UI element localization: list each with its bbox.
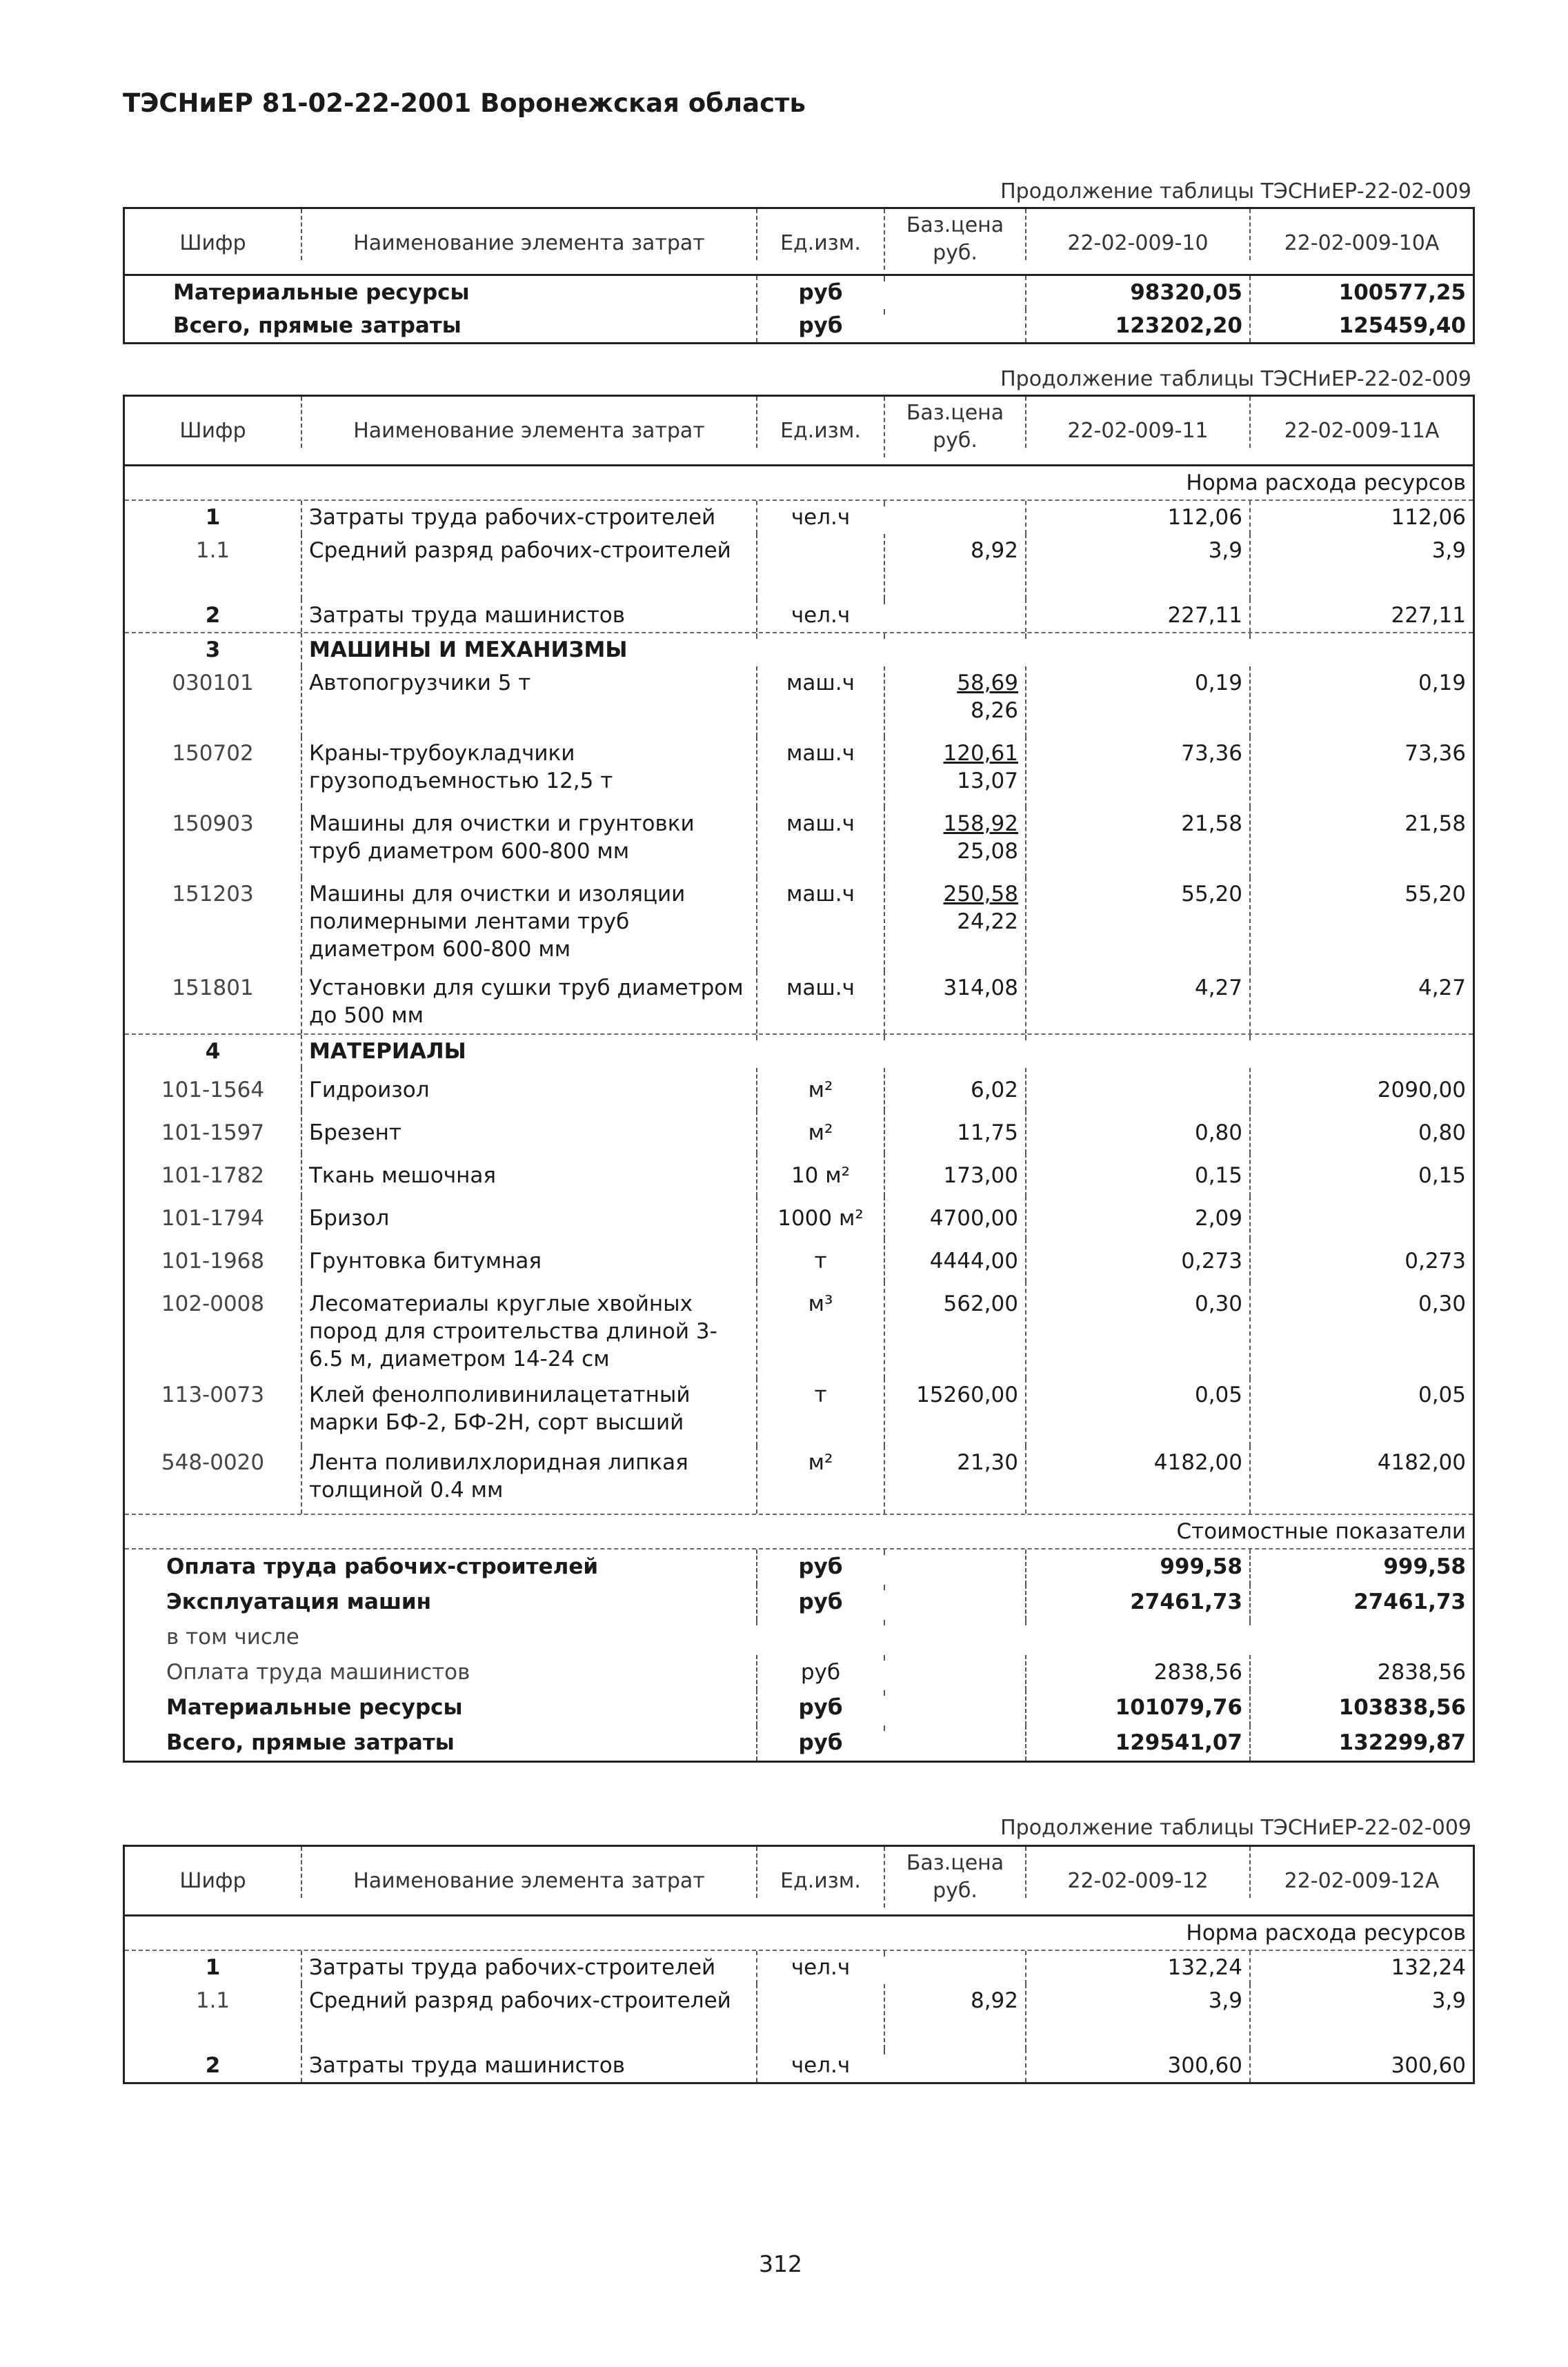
table-row (125, 1378, 1473, 1446)
empty-cell (1249, 633, 1473, 639)
row-price: 11,75 (884, 1111, 1025, 1153)
total-value-b: 2838,56 (1249, 1655, 1473, 1690)
section-row (125, 1035, 1473, 1068)
row-price: 8,92 (884, 534, 1025, 599)
col-header-code: Шифр (179, 231, 246, 255)
table-row (125, 807, 1473, 878)
page-title: ТЭСНиЕР 81-02-22-2001 Воронежская область (123, 88, 806, 118)
row-code: 1.1 (195, 538, 230, 563)
totals-row (125, 1585, 1473, 1620)
row-value-a (1025, 1068, 1249, 1111)
col-header-variant-a: 22-02-009-11 (1025, 397, 1249, 448)
row-value-b: 0,30 (1249, 1282, 1473, 1378)
cost-label: Стоимостные показатели (1176, 1519, 1466, 1544)
row-name: Машины для очистки и изоляции полимерными лентами труб диаметром 600-800 мм (301, 878, 756, 971)
total-label: в том числе (166, 1625, 299, 1650)
table-block-1 (123, 207, 1475, 344)
row-name: Краны-трубоукладчики грузоподъемностью 12,5 т (301, 737, 756, 807)
price-denominator: 13,07 (957, 769, 1018, 793)
table-header (125, 1847, 1473, 1917)
row-value-a: 132,24 (1025, 1951, 1249, 1984)
row-name: Затраты труда рабочих-строителей (301, 1951, 756, 1984)
table-caption-2: Продолжение таблицы ТЭСНиЕР-22-02-009 (1000, 367, 1471, 391)
row-unit: руб (756, 309, 884, 342)
table-row (125, 1282, 1473, 1378)
empty-cell (1249, 1035, 1473, 1040)
row-unit: маш.ч (756, 878, 884, 971)
row-name: Лесоматериалы круглые хвойных пород для строительства длиной 3-6.5 м, диаметром 14-24 см (301, 1282, 756, 1378)
row-code: 102-0008 (161, 1291, 265, 1316)
row-value-a: 0,19 (1025, 666, 1249, 737)
total-label: Всего, прямые затраты (166, 1730, 455, 1755)
row-value-b: 0,05 (1249, 1378, 1473, 1446)
norm-label-row (125, 466, 1473, 501)
total-label: Материальные ресурсы (166, 1695, 463, 1720)
total-value-b: 999,58 (1249, 1549, 1473, 1585)
row-value-a: 98320,05 (1025, 276, 1249, 309)
empty-cell (884, 1725, 1025, 1731)
row-code: 1 (205, 1955, 221, 1980)
row-value-b: 2090,00 (1249, 1068, 1473, 1111)
row-unit: м² (756, 1111, 884, 1153)
row-value-a: 0,273 (1025, 1239, 1249, 1282)
row-value-a: 0,05 (1025, 1378, 1249, 1446)
total-value-a: 129541,07 (1025, 1725, 1249, 1761)
col-header-variant-a: 22-02-009-12 (1025, 1847, 1249, 1898)
row-code: 101-1564 (161, 1078, 265, 1102)
table-row (125, 1111, 1473, 1153)
row-value-a: 227,11 (1025, 599, 1249, 632)
row-value-b: 132,24 (1249, 1951, 1473, 1984)
row-value-a: 4182,00 (1025, 1446, 1249, 1514)
table-block-2 (123, 395, 1475, 1763)
row-name: Брезент (301, 1111, 756, 1153)
row-value-a: 2,09 (1025, 1196, 1249, 1239)
section-code: 4 (205, 1039, 221, 1064)
row-price: 562,00 (884, 1282, 1025, 1378)
row-name: Средний разряд рабочих-строителей (301, 1984, 756, 2049)
row-value-b: 0,273 (1249, 1239, 1473, 1282)
row-price (884, 737, 1025, 807)
row-value-b: 4,27 (1249, 971, 1473, 1033)
row-price: 4700,00 (884, 1196, 1025, 1239)
row-unit: м³ (756, 1282, 884, 1378)
table-header (125, 397, 1473, 466)
empty-cell (884, 1655, 1025, 1661)
table-block-3 (123, 1845, 1475, 2084)
total-unit: руб (756, 1655, 884, 1690)
row-price (884, 599, 1025, 604)
table-row (125, 309, 1473, 342)
row-code: 548-0020 (161, 1450, 265, 1475)
empty-cell (884, 1620, 1025, 1625)
row-name: Затраты труда машинистов (301, 599, 756, 632)
total-unit (756, 1620, 884, 1625)
row-unit: м² (756, 1446, 884, 1514)
row-value-a: 0,80 (1025, 1111, 1249, 1153)
row-name: Лента поливилхлоридная липкая толщиной 0.4 мм (301, 1446, 756, 1514)
table-row (125, 1984, 1473, 2049)
row-name: Бризол (301, 1196, 756, 1239)
col-header-name: Наименование элемента затрат (301, 397, 756, 448)
row-price: 6,02 (884, 1068, 1025, 1111)
row-price (884, 878, 1025, 971)
total-unit: руб (756, 1585, 884, 1620)
empty-cell (756, 633, 884, 639)
price-denominator: 25,08 (957, 839, 1018, 864)
empty-cell (884, 1035, 1025, 1040)
totals-row (125, 1725, 1473, 1761)
table-header (125, 209, 1473, 276)
norm-label: Норма расхода ресурсов (1186, 471, 1466, 495)
table-row (125, 501, 1473, 534)
row-name: Затраты труда машинистов (301, 2049, 756, 2082)
table-row (125, 1951, 1473, 1984)
empty-cell (1025, 1035, 1249, 1040)
total-label: Оплата труда машинистов (166, 1660, 470, 1685)
total-value-b: 27461,73 (1249, 1585, 1473, 1620)
total-value-a: 101079,76 (1025, 1690, 1249, 1725)
row-unit: маш.ч (756, 971, 884, 1033)
row-value-a: 112,06 (1025, 501, 1249, 534)
row-price: 314,08 (884, 971, 1025, 1033)
row-unit: 10 м² (756, 1153, 884, 1196)
row-price (884, 2049, 1025, 2054)
row-value-a: 123202,20 (1025, 309, 1249, 342)
row-value-b: 55,20 (1249, 878, 1473, 971)
row-value-a: 300,60 (1025, 2049, 1249, 2082)
table-row (125, 2049, 1473, 2082)
row-code: 030101 (172, 671, 254, 695)
row-code: 1.1 (195, 1988, 230, 2013)
row-code: 2 (205, 603, 221, 628)
row-code: 101-1597 (161, 1120, 265, 1145)
total-label: Эксплуатация машин (166, 1589, 432, 1614)
row-price: 8,92 (884, 1984, 1025, 2049)
row-name: Гидроизол (301, 1068, 756, 1111)
price-numerator: 250,58 (943, 882, 1018, 907)
row-code: 150702 (172, 741, 254, 766)
section-row (125, 633, 1473, 666)
table-row (125, 276, 1473, 309)
row-value-a: 3,9 (1025, 534, 1249, 599)
section-code: 3 (205, 637, 221, 662)
row-price (884, 501, 1025, 506)
row-code: 1 (205, 505, 221, 530)
row-code: 101-1794 (161, 1206, 265, 1231)
row-name: Затраты труда рабочих-строителей (301, 501, 756, 534)
row-value-a: 0,15 (1025, 1153, 1249, 1196)
totals-row (125, 1549, 1473, 1585)
row-name: Автопогрузчики 5 т (301, 666, 756, 737)
price-denominator: 8,26 (970, 698, 1018, 723)
row-value-b: 0,15 (1249, 1153, 1473, 1196)
empty-cell (884, 1549, 1025, 1555)
norm-label: Норма расхода ресурсов (1186, 1921, 1466, 1945)
row-value-b: 3,9 (1249, 534, 1473, 599)
row-unit: руб (756, 276, 884, 309)
row-code: 151801 (172, 975, 254, 1000)
row-name: Ткань мешочная (301, 1153, 756, 1196)
row-code: 101-1968 (161, 1249, 265, 1274)
row-unit: чел.ч (756, 599, 884, 632)
row-price (884, 807, 1025, 878)
row-unit: маш.ч (756, 807, 884, 878)
row-unit: м² (756, 1068, 884, 1111)
row-label: Материальные ресурсы (173, 280, 470, 305)
col-header-code: Шифр (179, 1869, 246, 1893)
total-unit: руб (756, 1690, 884, 1725)
row-code: 2 (205, 2053, 221, 2078)
section-title: МАТЕРИАЛЫ (301, 1035, 756, 1068)
row-value-a: 4,27 (1025, 971, 1249, 1033)
table-row (125, 1239, 1473, 1282)
col-header-variant-b: 22-02-009-11А (1249, 397, 1473, 448)
row-value-a: 21,58 (1025, 807, 1249, 878)
row-price (884, 666, 1025, 737)
table-row (125, 534, 1473, 599)
table-row (125, 878, 1473, 971)
row-unit (756, 1984, 884, 2049)
row-unit: чел.ч (756, 1951, 884, 1984)
price-numerator: 158,92 (943, 811, 1018, 836)
table-row (125, 971, 1473, 1035)
row-price: 4444,00 (884, 1239, 1025, 1282)
row-value-b: 0,19 (1249, 666, 1473, 737)
row-unit: маш.ч (756, 737, 884, 807)
row-name: Машины для очистки и грунтовки труб диаметром 600-800 мм (301, 807, 756, 878)
row-value-b: 4182,00 (1249, 1446, 1473, 1514)
cost-label-row (125, 1515, 1473, 1549)
row-price: 21,30 (884, 1446, 1025, 1514)
empty-cell (1025, 633, 1249, 639)
total-value-b (1249, 1620, 1473, 1625)
col-header-price: Баз.цена руб. (884, 397, 1025, 457)
row-value-b: 0,80 (1249, 1111, 1473, 1153)
row-value-a: 0,30 (1025, 1282, 1249, 1378)
price-numerator: 120,61 (943, 741, 1018, 766)
col-header-price: Баз.цена руб. (884, 1847, 1025, 1908)
table-row (125, 1196, 1473, 1239)
row-code: 101-1782 (161, 1163, 265, 1188)
total-value-a: 2838,56 (1025, 1655, 1249, 1690)
row-value-b: 300,60 (1249, 2049, 1473, 2082)
row-price (884, 309, 1025, 315)
row-value-b: 21,58 (1249, 807, 1473, 878)
row-unit: т (756, 1239, 884, 1282)
row-unit: чел.ч (756, 501, 884, 534)
col-header-name: Наименование элемента затрат (301, 209, 756, 260)
row-value-b: 125459,40 (1249, 309, 1473, 342)
row-code: 151203 (172, 882, 254, 907)
col-header-name: Наименование элемента затрат (301, 1847, 756, 1898)
row-label: Всего, прямые затраты (173, 313, 462, 338)
empty-cell (884, 1585, 1025, 1590)
row-name: Грунтовка битумная (301, 1239, 756, 1282)
row-code: 113-0073 (161, 1383, 265, 1407)
row-unit (756, 534, 884, 599)
total-unit: руб (756, 1725, 884, 1761)
row-code: 150903 (172, 811, 254, 836)
row-name: Средний разряд рабочих-строителей (301, 534, 756, 599)
table-row (125, 666, 1473, 737)
row-value-a: 3,9 (1025, 1984, 1249, 2049)
row-name: Клей фенолполивинилацетатный марки БФ-2, БФ-2Н, сорт высший (301, 1378, 756, 1446)
row-unit: т (756, 1378, 884, 1446)
total-unit: руб (756, 1549, 884, 1585)
table-caption-1: Продолжение таблицы ТЭСНиЕР-22-02-009 (1000, 179, 1471, 204)
row-price (884, 1951, 1025, 1957)
totals-row (125, 1690, 1473, 1725)
table-row (125, 737, 1473, 807)
row-value-a: 55,20 (1025, 878, 1249, 971)
col-header-variant-a: 22-02-009-10 (1025, 209, 1249, 260)
row-unit: 1000 м² (756, 1196, 884, 1239)
table-row (125, 1446, 1473, 1515)
empty-cell (756, 1035, 884, 1040)
row-value-b: 100577,25 (1249, 276, 1473, 309)
row-value-b (1249, 1196, 1473, 1239)
row-price: 15260,00 (884, 1378, 1025, 1446)
row-value-b: 3,9 (1249, 1984, 1473, 2049)
col-header-variant-b: 22-02-009-12А (1249, 1847, 1473, 1898)
price-denominator: 24,22 (957, 909, 1018, 934)
total-value-a: 999,58 (1025, 1549, 1249, 1585)
total-value-a (1025, 1620, 1249, 1625)
total-value-b: 132299,87 (1249, 1725, 1473, 1761)
row-value-b: 112,06 (1249, 501, 1473, 534)
page-number: 312 (759, 2250, 802, 2277)
total-value-b: 103838,56 (1249, 1690, 1473, 1725)
row-name: Установки для сушки труб диаметром до 500 мм (301, 971, 756, 1033)
row-value-b: 227,11 (1249, 599, 1473, 632)
row-unit: чел.ч (756, 2049, 884, 2082)
section-title: МАШИНЫ И МЕХАНИЗМЫ (301, 633, 756, 666)
price-numerator: 58,69 (957, 671, 1018, 695)
table-row (125, 1153, 1473, 1196)
row-price: 173,00 (884, 1153, 1025, 1196)
col-header-unit: Ед.изм. (756, 1847, 884, 1898)
col-header-unit: Ед.изм. (756, 397, 884, 448)
col-header-unit: Ед.изм. (756, 209, 884, 260)
total-label: Оплата труда рабочих-строителей (166, 1554, 599, 1579)
totals-row (125, 1620, 1473, 1655)
table-row (125, 1068, 1473, 1111)
totals-row (125, 1655, 1473, 1690)
row-value-a: 73,36 (1025, 737, 1249, 807)
col-header-code: Шифр (179, 419, 246, 443)
col-header-variant-b: 22-02-009-10А (1249, 209, 1473, 260)
table-caption-3: Продолжение таблицы ТЭСНиЕР-22-02-009 (1000, 1816, 1471, 1840)
norm-label-row (125, 1917, 1473, 1951)
empty-cell (884, 633, 1025, 639)
row-value-b: 73,36 (1249, 737, 1473, 807)
col-header-price: Баз.цена руб. (884, 209, 1025, 270)
row-unit: маш.ч (756, 666, 884, 737)
row-price (884, 276, 1025, 281)
table-row (125, 599, 1473, 633)
total-value-a: 27461,73 (1025, 1585, 1249, 1620)
empty-cell (884, 1690, 1025, 1696)
